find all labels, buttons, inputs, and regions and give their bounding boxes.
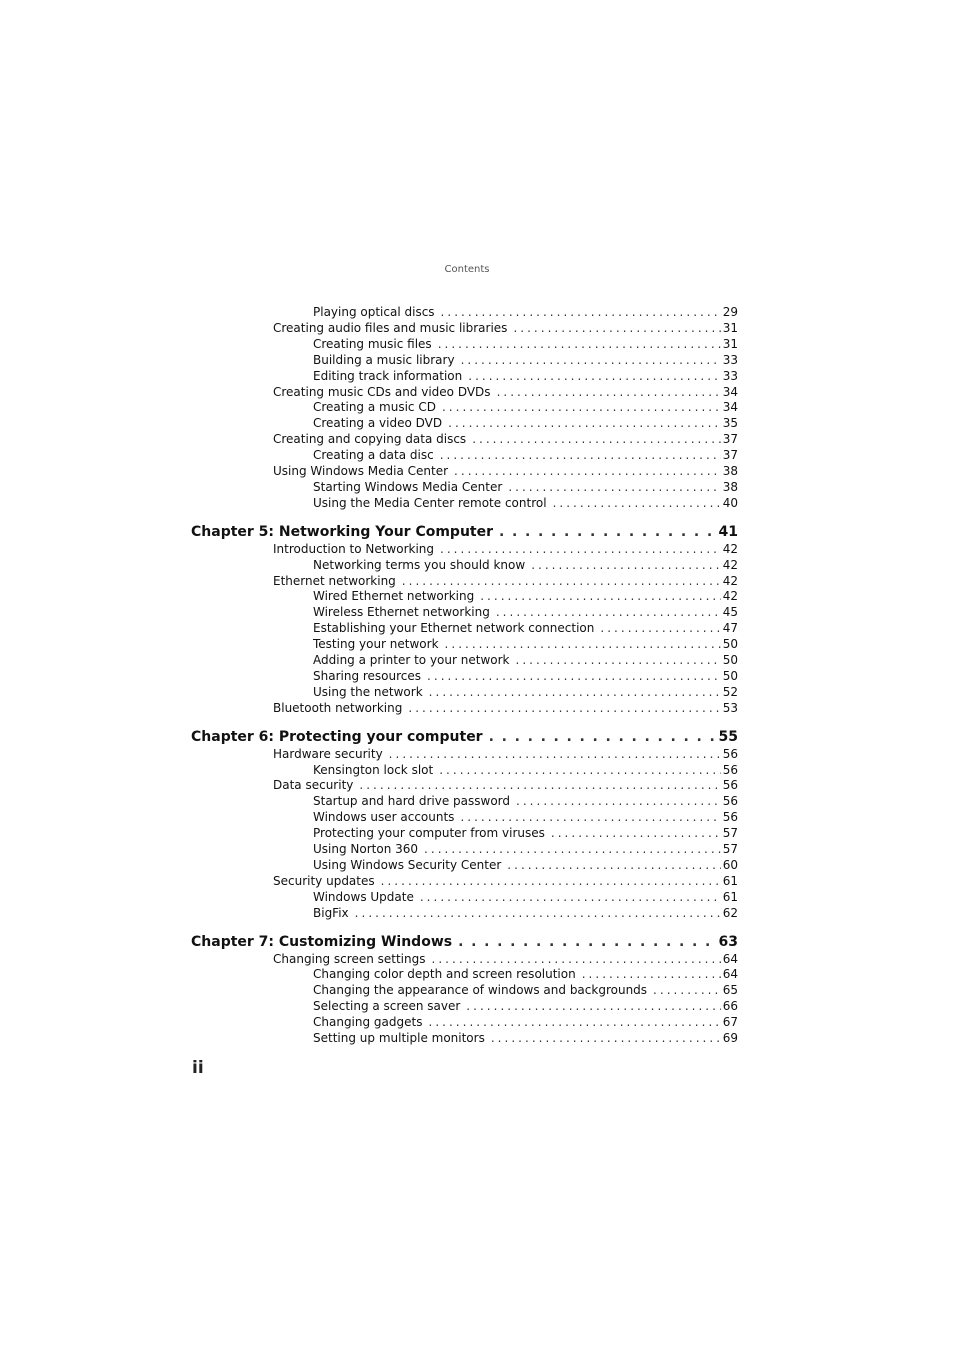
dot-leader	[553, 495, 721, 511]
dot-leader	[355, 905, 721, 921]
toc-entry-page: 62	[722, 905, 738, 920]
dot-leader	[381, 873, 721, 889]
dot-leader	[516, 652, 721, 668]
toc-entry-page: 50	[722, 653, 738, 667]
toc-entry	[273, 777, 738, 793]
toc-entry-page: 56	[722, 778, 738, 793]
toc-entry-page: 41	[718, 523, 738, 540]
toc-entry-page: 65	[722, 983, 738, 998]
toc-entry-page: 69	[722, 1031, 738, 1045]
dot-leader	[448, 415, 721, 431]
toc-entry-page: 29	[722, 305, 738, 319]
toc-entry-page: 55	[718, 728, 738, 745]
toc-entry	[313, 809, 738, 825]
toc-entry	[313, 1030, 738, 1046]
toc-entry-page: 37	[722, 432, 738, 447]
toc-entry-page: 57	[722, 842, 738, 856]
toc-entry	[313, 620, 738, 636]
toc-entry-title: Networking terms you should know	[313, 557, 526, 572]
toc-entry-title: Chapter 7: Customizing Windows	[191, 933, 453, 950]
toc-entry-title: Creating a music CD	[313, 400, 436, 415]
dot-leader	[428, 1014, 720, 1030]
toc-entry-title: Windows user accounts	[313, 810, 455, 825]
toc-entry-page: 34	[722, 384, 738, 399]
dot-leader	[491, 1030, 721, 1046]
toc-entry	[313, 825, 738, 841]
toc-entry-title: Chapter 6: Protecting your computer	[191, 728, 483, 745]
dot-leader	[600, 620, 720, 636]
toc-entry	[313, 652, 738, 668]
toc-entry-title: Introduction to Networking	[273, 541, 435, 556]
toc-entry	[273, 746, 738, 762]
toc-entry-page: 35	[722, 416, 738, 431]
toc-entry-title: Creating music CDs and video DVDs	[273, 384, 491, 399]
toc-entry-title: Startup and hard drive password	[313, 794, 511, 809]
toc-entry	[313, 982, 738, 998]
toc-entry-page: 31	[722, 320, 738, 335]
toc-entry-title: Using Norton 360	[313, 842, 419, 856]
toc-entry-title: Creating a video DVD	[313, 416, 443, 431]
toc-chapter-entry	[191, 933, 738, 951]
toc-entry-title: Testing your network	[313, 637, 439, 652]
toc-entry-page: 53	[722, 700, 738, 715]
toc-entry-title: Sharing resources	[313, 668, 422, 683]
dot-leader	[442, 399, 721, 415]
toc-entry-page: 61	[722, 889, 738, 904]
dot-leader	[389, 746, 721, 762]
dot-leader	[460, 809, 720, 825]
toc-entry-title: Ethernet networking	[273, 573, 396, 588]
toc-entry	[313, 588, 738, 604]
toc-entry-title: Chapter 5: Networking Your Computer	[191, 523, 493, 540]
toc-entry-title: Changing color depth and screen resolution	[313, 967, 576, 982]
toc-entry	[313, 336, 738, 352]
dot-leader	[507, 857, 720, 873]
toc-entry	[273, 573, 738, 589]
toc-entry	[313, 495, 738, 511]
toc-entry	[273, 541, 738, 557]
toc-entry-title: Bluetooth networking	[273, 700, 403, 715]
dot-leader	[424, 841, 721, 857]
toc-entry-page: 64	[722, 951, 738, 966]
dot-leader	[472, 431, 721, 447]
dot-leader	[582, 966, 721, 982]
dot-leader	[440, 541, 721, 557]
dot-leader	[516, 793, 721, 809]
toc-entry-title: Creating music files	[313, 336, 432, 351]
dot-leader	[468, 368, 720, 384]
dot-leader	[499, 523, 717, 541]
toc-entry-title: Changing gadgets	[313, 1015, 423, 1030]
dot-leader	[420, 889, 721, 905]
dot-leader	[438, 336, 721, 352]
dot-leader	[513, 320, 720, 336]
toc-entry	[313, 905, 738, 921]
toc-entry-title: Creating a data disc	[313, 448, 434, 463]
dot-leader	[508, 479, 720, 495]
toc-entry-page: 42	[722, 589, 738, 604]
toc-entry	[273, 951, 738, 967]
toc-entry	[313, 684, 738, 700]
toc-entry	[273, 320, 738, 336]
dot-leader	[497, 384, 721, 400]
toc-entry	[313, 447, 738, 463]
toc-entry-title: Building a music library	[313, 352, 455, 367]
dot-leader	[461, 352, 721, 368]
dot-leader	[439, 762, 721, 778]
toc-entry	[273, 431, 738, 447]
toc-entry-title: Creating and copying data discs	[273, 432, 467, 447]
toc-entry-page: 33	[722, 352, 738, 367]
toc-chapter-entry	[191, 728, 738, 746]
toc-entry-page: 38	[722, 479, 738, 494]
toc-entry-title: Kensington lock slot	[313, 762, 434, 777]
dot-leader	[440, 447, 721, 463]
running-head: Contents	[444, 264, 490, 275]
toc-entry-page: 31	[722, 336, 738, 351]
toc-entry-title: Using the Media Center remote control	[313, 495, 547, 510]
toc-entry-page: 45	[722, 605, 738, 620]
toc-entry	[313, 557, 738, 573]
dot-leader	[551, 825, 721, 841]
toc-entry	[313, 368, 738, 384]
toc-entry-title: Wired Ethernet networking	[313, 589, 475, 604]
toc-entry	[313, 479, 738, 495]
toc-entry-title: BigFix	[313, 905, 349, 920]
toc-entry-page: 38	[722, 464, 738, 478]
toc-entry-page: 63	[718, 933, 738, 950]
toc-entry-page: 42	[722, 557, 738, 572]
toc-entry-title: Data security	[273, 778, 354, 793]
toc-entry-page: 42	[722, 541, 738, 556]
dot-leader	[480, 588, 721, 604]
toc-entry-title: Security updates	[273, 873, 375, 888]
toc-entry-title: Using the network	[313, 684, 423, 699]
toc-entry-page: 33	[722, 368, 738, 383]
toc-entry-page: 61	[722, 873, 738, 888]
toc-entry-page: 56	[722, 746, 738, 761]
toc-entry-title: Starting Windows Media Center	[313, 479, 503, 494]
toc-entry	[273, 463, 738, 479]
toc-entry-title: Editing track information	[313, 368, 463, 383]
toc-entry-page: 52	[722, 684, 738, 699]
dot-leader	[466, 998, 720, 1014]
toc-entry-title: Changing screen settings	[273, 951, 426, 966]
toc-entry-title: Setting up multiple monitors	[313, 1031, 485, 1045]
toc-entry	[313, 762, 738, 778]
dot-leader	[496, 604, 721, 620]
toc-entry-page: 56	[722, 762, 738, 777]
toc-entry-title: Hardware security	[273, 746, 383, 761]
toc-entry-page: 64	[722, 967, 738, 982]
toc-entry	[313, 304, 738, 320]
toc-entry-page: 50	[722, 637, 738, 652]
toc-entry	[273, 700, 738, 716]
toc-entry	[313, 399, 738, 415]
toc-entry-page: 56	[722, 810, 738, 825]
toc-entry-title: Playing optical discs	[313, 305, 435, 319]
toc-entry-title: Using Windows Security Center	[313, 857, 502, 872]
toc-entry	[313, 352, 738, 368]
toc-entry-title: Windows Update	[313, 889, 414, 904]
dot-leader	[454, 463, 721, 479]
toc-entry-title: Establishing your Ethernet network connection	[313, 621, 595, 636]
toc-entry-page: 34	[722, 400, 738, 415]
dot-leader	[531, 557, 721, 573]
dot-leader	[458, 933, 716, 951]
dot-leader	[402, 573, 721, 589]
toc-entry-title: Adding a printer to your network	[313, 653, 510, 667]
toc-entry	[313, 793, 738, 809]
toc-entry-title: Using Windows Media Center	[273, 464, 449, 478]
toc-entry	[313, 966, 738, 982]
toc-entry-title: Creating audio files and music libraries	[273, 320, 508, 335]
toc-entry	[273, 384, 738, 400]
toc-entry-page: 50	[722, 668, 738, 683]
toc-entry-page: 40	[722, 495, 738, 510]
toc-entry	[313, 998, 738, 1014]
toc-entry-title: Protecting your computer from viruses	[313, 826, 545, 841]
toc-entry	[313, 841, 738, 857]
dot-leader	[427, 668, 721, 684]
toc-entry	[313, 415, 738, 431]
dot-leader	[441, 304, 721, 320]
dot-leader	[445, 636, 721, 652]
toc-entry	[313, 1014, 738, 1030]
toc-entry-title: Selecting a screen saver	[313, 999, 461, 1014]
toc-entry-page: 56	[722, 794, 738, 809]
dot-leader	[432, 951, 721, 967]
toc-entry-page: 57	[722, 826, 738, 841]
toc-entry	[313, 668, 738, 684]
toc-entry	[313, 636, 738, 652]
toc-entry	[313, 889, 738, 905]
toc-entry-page: 67	[722, 1015, 738, 1030]
dot-leader	[359, 777, 720, 793]
toc-entry	[313, 857, 738, 873]
toc-entry	[313, 604, 738, 620]
toc-chapter-entry	[191, 523, 738, 541]
toc-entry-page: 37	[722, 448, 738, 463]
toc-entry-page: 60	[722, 857, 738, 872]
dot-leader	[429, 684, 721, 700]
toc-entry-page: 47	[722, 621, 738, 636]
toc-entry-title: Wireless Ethernet networking	[313, 605, 490, 620]
toc-entry	[273, 873, 738, 889]
dot-leader	[489, 728, 717, 746]
toc-entry-title: Changing the appearance of windows and backgrounds	[313, 983, 648, 998]
dot-leader	[653, 982, 721, 998]
page-number: ii	[192, 1058, 204, 1078]
toc-entry-page: 42	[722, 573, 738, 588]
dot-leader	[408, 700, 720, 716]
toc-entry-page: 66	[722, 999, 738, 1014]
